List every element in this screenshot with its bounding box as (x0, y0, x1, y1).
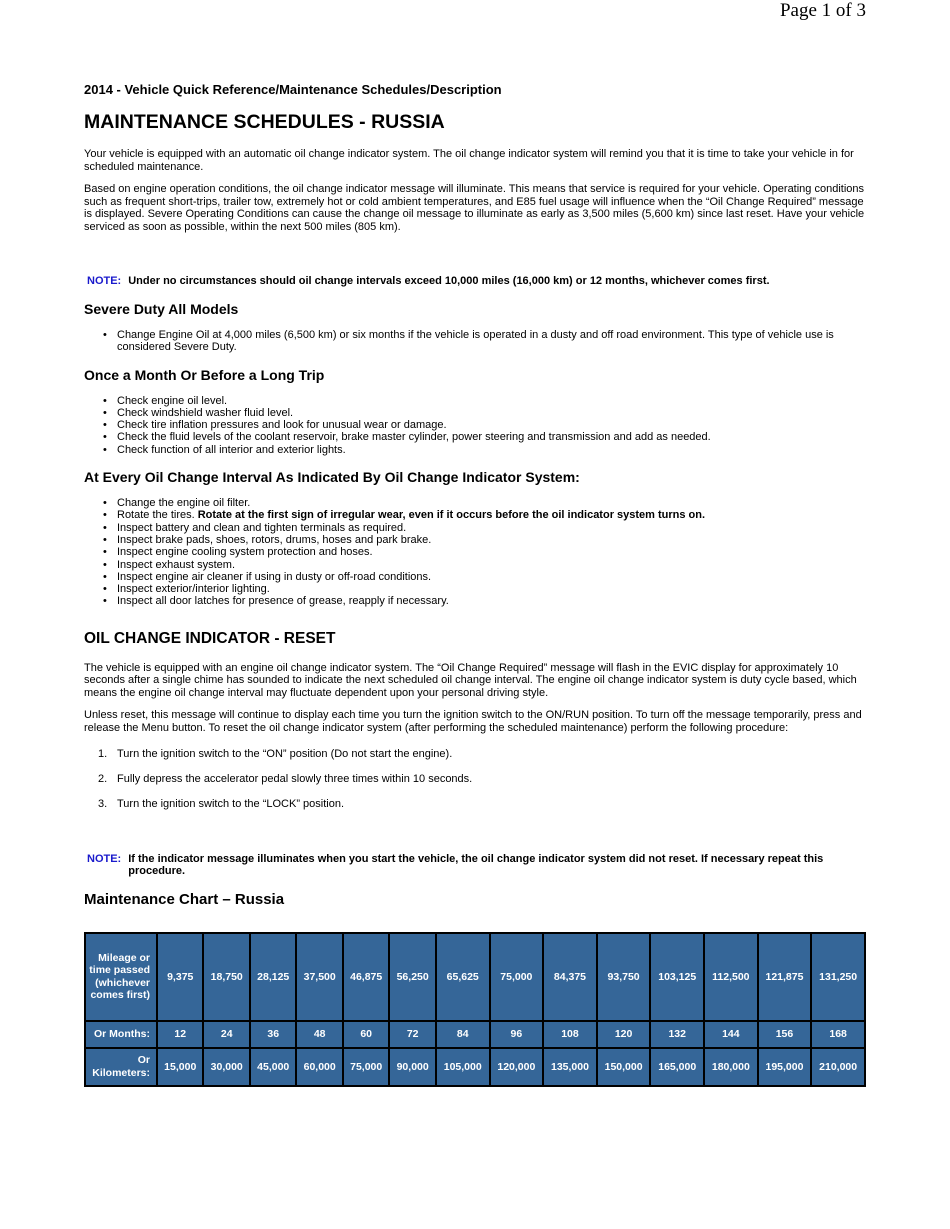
section-heading-reset: OIL CHANGE INDICATOR - RESET (84, 629, 336, 647)
table-cell: 90,000 (389, 1048, 435, 1086)
page-number: Page 1 of 3 (779, 0, 866, 21)
table-cell: 210,000 (811, 1048, 865, 1086)
table-cell: 120,000 (490, 1048, 544, 1086)
reset-step (98, 798, 866, 811)
table-cell: 36 (250, 1021, 296, 1048)
list-item: • Check windshield washer fluid level. (117, 407, 866, 419)
list-item-text: Rotate the tires. (117, 509, 198, 522)
step-number: 3. (98, 798, 108, 811)
table-cell: 144 (704, 1021, 758, 1048)
list-item: • Inspect exterior/interior lighting. (117, 583, 866, 595)
severe-duty-list (84, 329, 866, 354)
table-cell: 168 (811, 1021, 865, 1048)
table-cell: 48 (296, 1021, 342, 1048)
table-cell: 75,000 (343, 1048, 389, 1086)
intro-paragraph: Your vehicle is equipped with an automatic oil change indicator system. The oil change indicator system will remind you that it is time to take your vehicle in for scheduled maintenance. (84, 148, 854, 173)
list-item: • Change the engine oil filter. (117, 497, 866, 509)
table-cell: 84 (436, 1021, 490, 1048)
step-number: 1. (98, 748, 108, 761)
list-item: • Inspect all door latches for presence of grease, reapply if necessary. (117, 595, 866, 607)
document-body (84, 82, 866, 1087)
reset-steps-list (84, 748, 866, 811)
reset-paragraph: Unless reset, this message will continue to display each time you turn the ignition switch to the ON/RUN position. To turn off the message temporarily, press and release the Menu button. To reset the oil change indicator system (after performing the scheduled maintenance) perform the following procedure: (84, 709, 862, 734)
table-cell: 96 (490, 1021, 544, 1048)
table-cell: 131,250 (811, 933, 865, 1021)
table-cell: 72 (389, 1021, 435, 1048)
table-cell: 156 (758, 1021, 812, 1048)
table-cell: 15,000 (157, 1048, 203, 1086)
table-cell: 105,000 (436, 1048, 490, 1086)
section-heading-monthly: Once a Month Or Before a Long Trip (84, 366, 325, 383)
table-cell: 112,500 (704, 933, 758, 1021)
table-cell: 103,125 (650, 933, 704, 1021)
row-header: Or Kilometers: (85, 1048, 157, 1086)
intro-paragraph: Based on engine operation conditions, the oil change indicator message will illuminate. This means that service is required for your vehicle. Operating conditions such as frequent short-trips, trailer tow, extremely hot or cold ambient temperatures, and E85 fuel usage will influence when the “Oil Change Required” message is displayed. Severe Operating Conditions can cause the change oil message to illuminate as early as 3,500 miles (5,600 km) since last reset. Have your vehicle serviced as soon as possible, within the next 500 miles (805 km). (84, 183, 865, 233)
document-path: 2014 - Vehicle Quick Reference/Maintenance Schedules/Description (84, 82, 502, 97)
reset-paragraph: The vehicle is equipped with an engine oil change indicator system. The “Oil Change Required” message will flash in the EVIC display for approximately 10 seconds after a single chime has sounded to indicate the next scheduled oil change interval. The engine oil change indicator system is duty cycle based, which means the engine oil change interval may fluctuate dependent upon your personal driving style. (84, 661, 857, 699)
row-header: Mileage or time passed (whichever comes first) (85, 933, 157, 1021)
table-cell: 65,625 (436, 933, 490, 1021)
note-text: If the indicator message illuminates when you start the vehicle, the oil change indicator system did not reset. If necessary repeat this procedure. (128, 852, 824, 877)
list-item: • Check function of all interior and exterior lights. (117, 444, 866, 456)
monthly-check-list (84, 395, 866, 456)
table-cell: 108 (543, 1021, 597, 1048)
table-cell: 132 (650, 1021, 704, 1048)
list-item-emphasis: Rotate at the first sign of irregular wear, even if it occurs before the oil indicator system turns on. (197, 509, 706, 522)
table-cell: 18,750 (203, 933, 249, 1021)
section-heading-maintenance-chart: Maintenance Chart – Russia (84, 890, 285, 908)
table-cell: 28,125 (250, 933, 296, 1021)
table-cell: 24 (203, 1021, 249, 1048)
list-item: • Check tire inflation pressures and look for unusual wear or damage. (117, 419, 866, 431)
list-item-rotate-tires (117, 509, 866, 521)
table-cell: 12 (157, 1021, 203, 1048)
list-item: • Change Engine Oil at 4,000 miles (6,500 km) or six months if the vehicle is operated in a dusty and off road environment. This type of vehicle use is considered Severe Duty. (117, 329, 866, 354)
table-cell: 45,000 (250, 1048, 296, 1086)
maintenance-chart-table (84, 932, 866, 1087)
table-cell: 46,875 (343, 933, 389, 1021)
table-cell: 60,000 (296, 1048, 342, 1086)
table-cell: 150,000 (597, 1048, 651, 1086)
step-text: Fully depress the accelerator pedal slowly three times within 10 seconds. (117, 773, 473, 786)
table-cell: 121,875 (758, 933, 812, 1021)
table-cell: 195,000 (758, 1048, 812, 1086)
row-header: Or Months: (85, 1021, 157, 1048)
list-item: • Inspect exhaust system. (117, 559, 866, 571)
reset-step (98, 748, 866, 761)
table-row-months (85, 1021, 865, 1048)
note-reset-repeat (87, 853, 866, 877)
table-row-mileage (85, 933, 865, 1021)
table-cell: 135,000 (543, 1048, 597, 1086)
table-cell: 84,375 (543, 933, 597, 1021)
table-cell: 165,000 (650, 1048, 704, 1086)
table-cell: 75,000 (490, 933, 544, 1021)
step-text: Turn the ignition switch to the “ON” position (Do not start the engine). (117, 748, 453, 761)
page-title: MAINTENANCE SCHEDULES - RUSSIA (84, 111, 445, 133)
note-label: NOTE: (87, 275, 122, 287)
reset-step (98, 773, 866, 786)
note-oil-interval-limit (87, 275, 866, 287)
oil-change-interval-list (84, 497, 866, 608)
note-text: Under no circumstances should oil change intervals exceed 10,000 miles (16,000 km) or 12 months, whichever comes first. (128, 275, 770, 287)
table-cell: 9,375 (157, 933, 203, 1021)
table-cell: 60 (343, 1021, 389, 1048)
table-cell: 37,500 (296, 933, 342, 1021)
table-cell: 180,000 (704, 1048, 758, 1086)
list-item: • Inspect engine cooling system protection and hoses. (117, 546, 866, 558)
list-item: • Inspect battery and clean and tighten terminals as required. (117, 522, 866, 534)
table-cell: 30,000 (203, 1048, 249, 1086)
table-cell: 93,750 (597, 933, 651, 1021)
list-item: • Check the fluid levels of the coolant reservoir, brake master cylinder, power steering and transmission and add as needed. (117, 431, 866, 443)
section-heading-oil-change-interval: At Every Oil Change Interval As Indicated By Oil Change Indicator System: (84, 469, 580, 486)
note-label: NOTE: (87, 852, 122, 865)
list-item: • Inspect engine air cleaner if using in dusty or off-road conditions. (117, 571, 866, 583)
step-text: Turn the ignition switch to the “LOCK” position. (117, 798, 345, 811)
step-number: 2. (98, 773, 108, 786)
table-cell: 120 (597, 1021, 651, 1048)
list-item: • Check engine oil level. (117, 395, 866, 407)
list-item: • Inspect brake pads, shoes, rotors, drums, hoses and park brake. (117, 534, 866, 546)
table-row-kilometers (85, 1048, 865, 1086)
section-heading-severe-duty: Severe Duty All Models (84, 301, 239, 317)
table-cell: 56,250 (389, 933, 435, 1021)
